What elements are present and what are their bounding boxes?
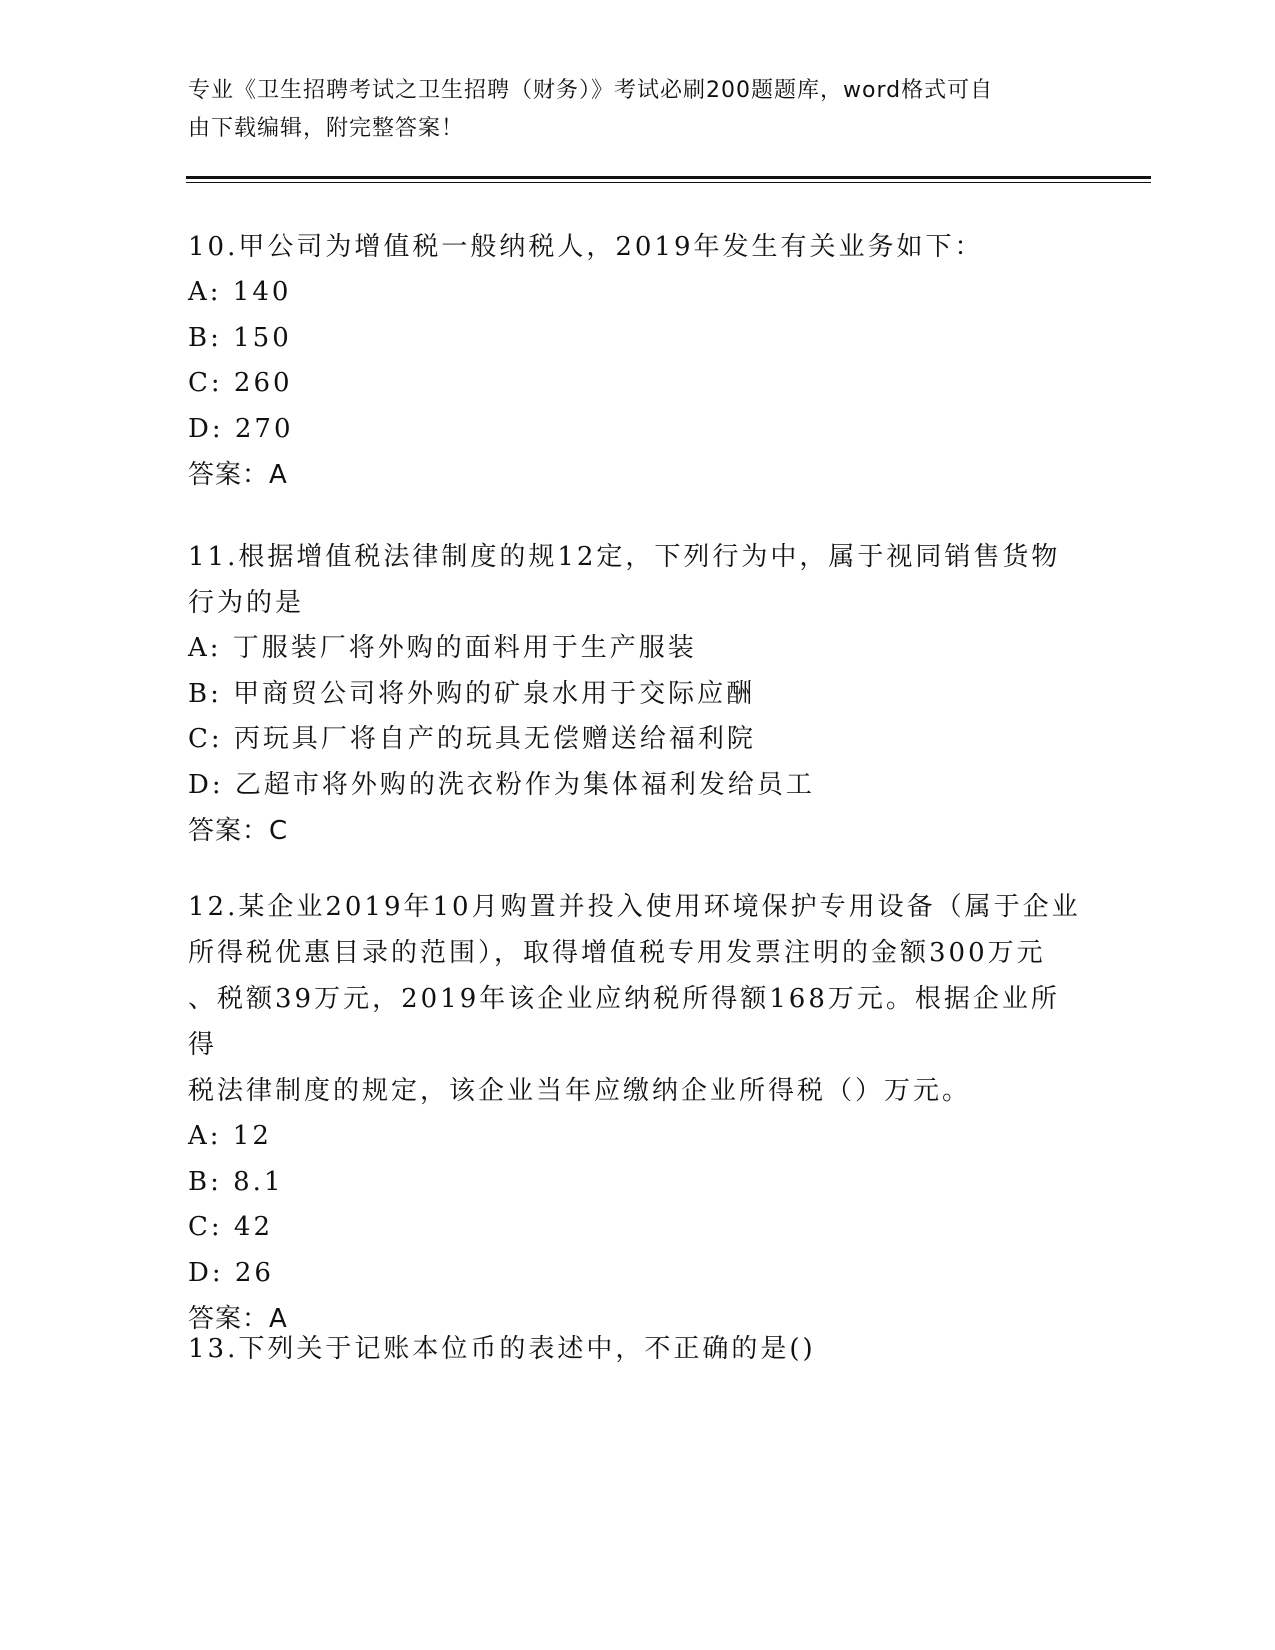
question-title: 13.下列关于记账本位币的表述中，不正确的是() [188,1334,816,1364]
answer-line: 答案：A [188,1304,288,1334]
option-d: D: 270 [188,413,294,444]
option-a: A: 12 [188,1121,272,1151]
option-c: C: 260 [188,368,293,398]
question-10 [188,224,1088,498]
option-d: D: 乙超市将外购的洗衣粉作为集体福利发给员工 [188,769,815,800]
question-title-line-4: 税法律制度的规定，该企业当年应缴纳企业所得税（）万元。 [188,1076,972,1106]
option-b: B: 甲商贸公司将外购的矿泉水用于交际应酬 [188,678,756,709]
question-title-line-1: 12.某企业2019年10月购置并投入使用环境保护专用设备（属于企业 [188,892,1081,922]
document-header [188,72,1078,148]
question-title-line-3: 、税额39万元，2019年该企业应纳税所得额168万元。根据企业所得 [188,984,1060,1060]
option-a: A: 丁服装厂将外购的面料用于生产服装 [188,633,697,663]
question-title-line-2: 行为的是 [188,588,305,618]
question-title-line-2: 所得税优惠目录的范围），取得增值税专用发票注明的金额300万元 [188,938,1046,968]
question-13 [188,1326,1088,1372]
answer-line: 答案：C [188,816,289,846]
header-divider-thick [186,176,1151,179]
option-c: C: 42 [188,1212,274,1242]
option-b: B: 8.1 [188,1166,284,1197]
header-line-1: 专业《卫生招聘考试之卫生招聘（财务）》考试必刷200题题库，word格式可自 [188,78,994,103]
option-a: A: 140 [188,277,292,307]
answer-line: 答案：A [188,460,288,490]
option-c: C: 丙玩具厂将自产的玩具无偿赠送给福利院 [188,724,756,754]
question-11 [188,534,1088,854]
header-divider-thin [186,182,1151,183]
header-line-2: 由下载编辑，附完整答案！ [188,116,465,141]
question-title: 10.甲公司为增值税一般纳税人，2019年发生有关业务如下： [188,232,984,262]
question-12 [188,884,1088,1342]
option-b: B: 150 [188,322,292,353]
option-d: D: 26 [188,1257,274,1288]
question-title-line-1: 11.根据增值税法律制度的规12定，下列行为中，属于视同销售货物 [188,542,1061,572]
